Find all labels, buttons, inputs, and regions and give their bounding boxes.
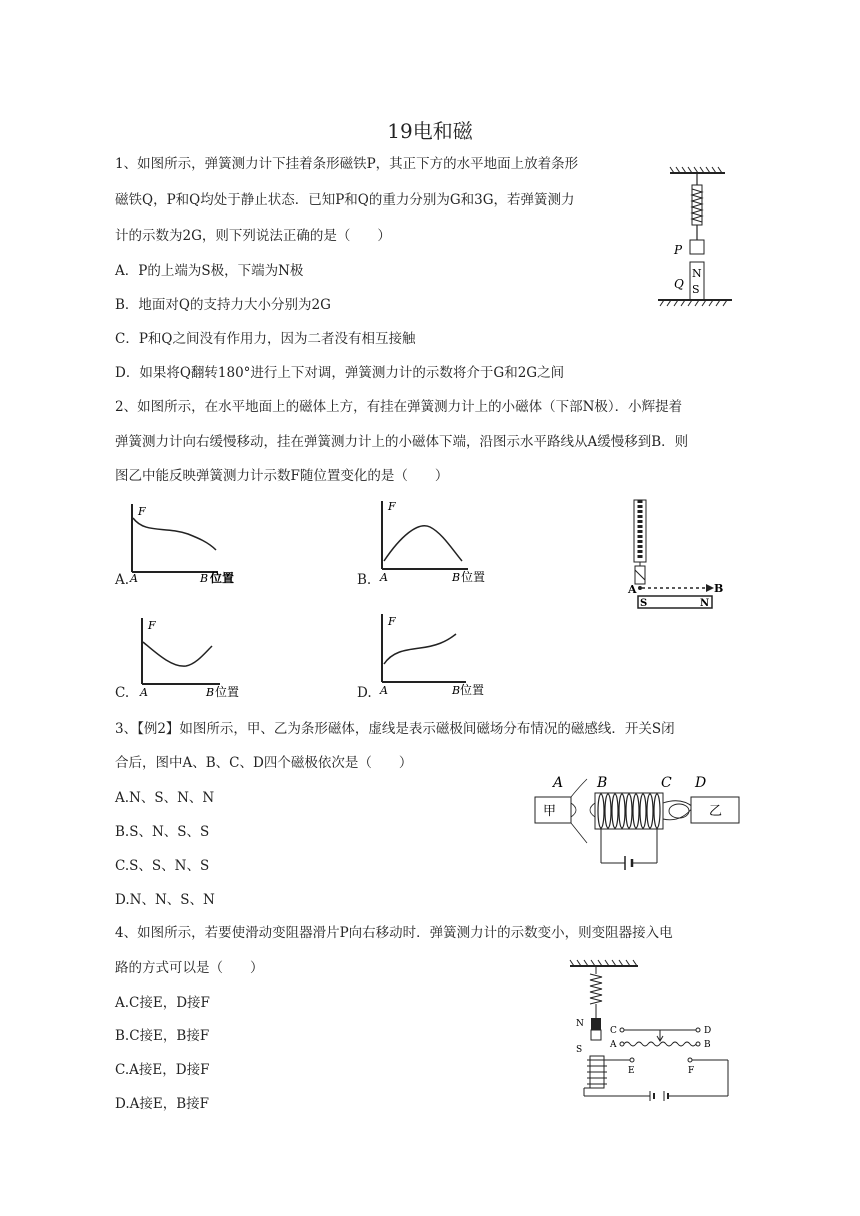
q3-label-jia: 甲 — [543, 804, 557, 819]
q2-graph-b — [370, 495, 500, 588]
q2-graph-b-end: B — [452, 571, 461, 584]
q3-option-b: B.S、N、S、S — [115, 824, 210, 840]
q1-line-1: 1、如图所示，弹簧测力计下挂着条形磁铁P，其正下方的水平地面上放着条形 — [115, 156, 579, 172]
q1-label-p: P — [674, 243, 683, 257]
q3-label-b: B — [597, 775, 608, 791]
q3-option-d: D.N、N、S、N — [115, 892, 215, 908]
q4-label-c: C — [610, 1026, 617, 1036]
q2-figure-pole-n: N — [700, 598, 710, 609]
q4-label-s: S — [576, 1045, 583, 1055]
q1-line-2: 磁铁Q，P和Q均处于静止状态．已知P和Q的重力分别为G和3G，若弹簧测力 — [115, 192, 575, 208]
q2-graph-b-origin: A — [380, 571, 388, 584]
q4-line-2: 路的方式可以是（ ） — [115, 960, 264, 976]
q2-graph-a-end: B — [200, 572, 209, 585]
page-title: 19电和磁 — [387, 119, 473, 143]
q1-pole-s: S — [692, 283, 700, 296]
q2-figure-label-b: B — [714, 582, 724, 595]
q4-label-f: F — [688, 1066, 695, 1076]
q4-figure — [570, 960, 740, 1105]
q3-label-yi: 乙 — [709, 804, 723, 819]
q2-line-2: 弹簧测力计向右缓慢移动，挂在弹簧测力计上的小磁体下端，沿图示水平路线从A缓慢移到B．则 — [115, 434, 689, 450]
q3-option-c: C.S、S、N、S — [115, 858, 210, 874]
q2-graph-c-end: B — [206, 686, 215, 699]
q2-graph-d — [370, 608, 510, 700]
q4-option-c: C.A接E，D接F — [115, 1062, 210, 1078]
q2-figure — [620, 498, 730, 613]
q2-line-1: 2、如图所示，在水平地面上的磁体上方，有挂在弹簧测力计上的小磁体（下部N极）．小辉提着 — [115, 399, 683, 415]
q1-option-c: C．P和Q之间没有作用力，因为二者没有相互接触 — [115, 331, 416, 347]
q3-label-c: C — [661, 775, 672, 791]
q1-line-3: 计的示数为2G，则下列说法正确的是（ ） — [115, 228, 391, 244]
q2-graph-d-end: B — [452, 684, 461, 697]
q1-option-b: B．地面对Q的支持力大小分别为2G — [115, 297, 331, 313]
q4-option-b: B.C接E，B接F — [115, 1028, 210, 1044]
q4-label-n: N — [576, 1019, 584, 1029]
q2-option-d-label: D. — [357, 685, 372, 701]
q2-figure-label-a: A — [628, 583, 637, 596]
q3-figure — [535, 773, 745, 873]
q2-figure-pole-s: S — [640, 598, 648, 609]
q2-line-3: 图乙中能反映弹簧测力计示数F随位置变化的是（ ） — [115, 468, 449, 484]
q2-option-b-label: B. — [357, 572, 372, 588]
q1-pole-n: N — [692, 267, 702, 280]
q4-line-1: 4、如图所示，若要使滑动变阻器滑片P向右移动时．弹簧测力计的示数变小，则变阻器接入电 — [115, 925, 673, 941]
q2-graph-c-axis-label: 位置 — [215, 685, 240, 699]
q3-option-a: A.N、S、N、N — [115, 790, 215, 806]
q4-label-a: A — [610, 1040, 617, 1050]
q3-line-1: 3、【例2】如图所示，甲、乙为条形磁体，虚线是表示磁极间磁场分布情况的磁感线．开关S闭 — [115, 721, 675, 737]
q2-graph-c — [130, 612, 260, 700]
q2-graph-c-origin: A — [140, 686, 148, 699]
q4-option-a: A.C接E，D接F — [115, 995, 210, 1011]
q1-figure — [650, 165, 740, 315]
q3-line-2: 合后，图中A、B、C、D四个磁极依次是（ ） — [115, 755, 413, 771]
q2-graph-a — [120, 498, 250, 588]
q4-label-b: B — [704, 1040, 711, 1050]
q2-graph-a-origin: A — [130, 572, 138, 585]
q4-label-d: D — [704, 1026, 712, 1036]
q2-graph-d-origin: A — [380, 684, 388, 697]
q2-graph-d-y-label: F — [388, 615, 396, 628]
q4-label-e: E — [628, 1066, 635, 1076]
q2-option-a-label: A. — [115, 572, 130, 588]
q1-option-a: A．P的上端为S极，下端为N极 — [115, 263, 304, 279]
q1-option-d: D．如果将Q翻转180°进行上下对调，弹簧测力计的示数将介于G和2G之间 — [115, 365, 565, 381]
q3-label-d: D — [695, 775, 707, 791]
q1-label-q: Q — [674, 277, 684, 291]
q2-graph-b-axis-label: 位置 — [461, 570, 486, 584]
q2-option-c-label: C. — [115, 685, 130, 701]
q2-graph-a-axis-label: 位置 — [210, 571, 235, 585]
q2-graph-c-y-label: F — [148, 619, 156, 632]
q2-graph-a-y-label: F — [138, 505, 146, 518]
q3-label-a: A — [553, 775, 564, 791]
q4-option-d: D.A接E，B接F — [115, 1096, 210, 1112]
q2-graph-d-axis-label: 位置 — [460, 683, 485, 697]
q2-graph-b-y-label: F — [388, 500, 396, 513]
